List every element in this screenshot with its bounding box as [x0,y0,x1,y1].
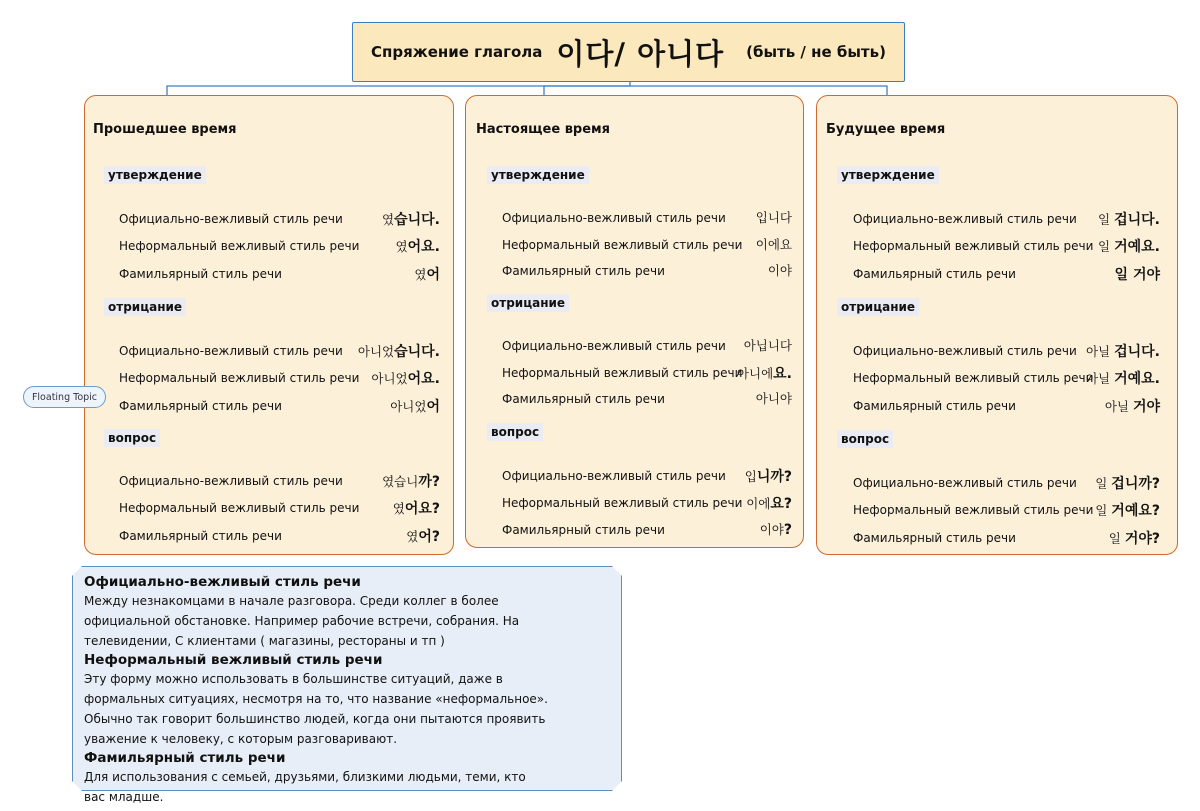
verb-ending: 어요. [407,371,440,387]
style-label: Официально-вежливый стиль речи [502,469,726,483]
category-0[interactable]: утверждение [104,166,206,184]
verb-stem: 아니에 [736,366,774,381]
verb-stem: 아닙니다 [743,338,792,353]
verb-form[interactable] [358,341,440,361]
note-heading: Фамильярный стиль речи [84,750,286,766]
verb-ending: 습니다. [394,344,440,360]
verb-form[interactable] [1086,368,1160,388]
tense-heading[interactable]: Настоящее время [476,122,611,137]
verb-stem: 아니야 [755,391,792,406]
note-line: Эту форму можно использовать в большинстве ситуаций, даже в [84,672,503,686]
style-label: Неформальный вежливый стиль речи [119,501,360,515]
verb-form[interactable] [382,471,440,491]
verb-stem: 였 [406,529,419,544]
verb-stem: 이에요 [755,237,792,252]
note-line: Обычно так говорит большинство людей, когда они пытаются проявить [84,712,546,726]
verb-form[interactable] [1109,528,1160,548]
verb-ending: 겁니다. [1114,212,1160,228]
verb-stem: 이에 [746,496,771,511]
note-line: официальной обстановке. Например рабочие встречи, собрания. На [84,614,520,628]
verb-stem: 입니다 [755,210,792,225]
category-0[interactable]: утверждение [837,166,939,184]
verb-form[interactable] [756,208,792,226]
style-label: Фамильярный стиль речи [853,267,1016,281]
verb-form[interactable] [406,526,440,546]
verb-stem: 이야 [759,522,784,537]
note-line: уважение к человеку, с которым разговаривают. [84,732,398,746]
verb-ending: 요? [770,496,792,512]
verb-stem: 일 [1108,531,1125,546]
verb-form[interactable] [390,396,440,416]
style-label: Неформальный вежливый стиль речи [119,371,360,385]
verb-ending: 어요? [404,501,440,517]
category-1[interactable]: отрицание [487,294,569,312]
verb-ending: 거야 [1132,399,1160,415]
style-label: Неформальный вежливый стиль речи [853,503,1094,517]
verb-form[interactable] [756,235,792,253]
verb-form[interactable] [1098,209,1160,229]
verb-stem: 일 [1098,239,1115,254]
verb-form[interactable] [414,264,440,284]
style-label: Фамильярный стиль речи [119,267,282,281]
verb-stem: 아닐 [1085,344,1115,359]
verb-stem: 아니었 [371,371,408,386]
verb-stem: 였 [395,239,408,254]
tense-heading[interactable]: Прошедшее время [93,122,237,137]
verb-ending: ? [783,522,792,538]
verb-form[interactable] [1098,236,1160,256]
verb-form[interactable] [382,209,440,229]
note-heading: Официально-вежливый стиль речи [84,574,361,590]
verb-ending: 어요. [407,239,440,255]
category-1[interactable]: отрицание [104,298,186,316]
tense-heading[interactable]: Будущее время [826,122,946,137]
verb-stem: 입 [744,469,757,484]
style-label: Официально-вежливый стиль речи [502,339,726,353]
verb-ending: 까? [418,474,440,490]
note-line: телевидении, С клиентами ( магазины, рестораны и тп ) [84,634,445,648]
verb-ending: 일 거야 [1114,267,1160,283]
verb-form[interactable] [744,336,792,354]
verb-form[interactable] [1086,341,1160,361]
note-line: Для использования с семьей, друзьями, близкими людьми, теми, кто [84,770,526,784]
category-2[interactable]: вопрос [487,423,543,441]
verb-form[interactable] [745,466,792,486]
verb-form[interactable] [768,261,792,279]
style-label: Официально-вежливый стиль речи [853,212,1077,226]
category-0[interactable]: утверждение [487,166,589,184]
category-1[interactable]: отрицание [837,298,919,316]
verb-form[interactable] [1105,396,1160,416]
notes-content [84,572,604,808]
verb-ending: 어 [426,399,440,415]
verb-ending: 거예요. [1114,371,1160,387]
verb-ending: 겁니까? [1111,476,1160,492]
style-label: Неформальный вежливый стиль речи [502,366,743,380]
title-prefix: Спряжение глагола [371,43,543,61]
verb-form[interactable] [1095,473,1160,493]
verb-stem: 일 [1095,476,1112,491]
style-label: Фамильярный стиль речи [853,531,1016,545]
verb-stem: 였 [382,212,395,227]
verb-stem: 아니었 [390,399,427,414]
verb-ending: 거야? [1124,531,1160,547]
style-label: Фамильярный стиль речи [119,399,282,413]
verb-ending: 거예요. [1114,239,1160,255]
note-heading: Неформальный вежливый стиль речи [84,652,383,668]
style-label: Фамильярный стиль речи [853,399,1016,413]
verb-ending: 어 [426,267,440,283]
verb-ending: 습니다. [394,212,440,228]
verb-stem: 일 [1098,212,1115,227]
floating-topic[interactable]: Floating Topic [23,386,106,408]
style-label: Официально-вежливый стиль речи [119,344,343,358]
verb-stem: 일 [1095,503,1112,518]
verb-stem: 아닐 [1104,399,1133,414]
verb-ending: 니까? [756,469,792,485]
style-label: Официально-вежливый стиль речи [119,212,343,226]
style-label: Официально-вежливый стиль речи [853,476,1077,490]
style-label: Неформальный вежливый стиль речи [502,496,743,510]
style-label: Официально-вежливый стиль речи [502,211,726,225]
style-label: Официально-вежливый стиль речи [853,344,1077,358]
verb-stem: 였 [392,501,405,516]
verb-form[interactable] [371,368,440,388]
style-label: Фамильярный стиль речи [119,529,282,543]
category-2[interactable]: вопрос [104,429,160,447]
verb-form[interactable] [746,493,792,513]
title-suffix: (быть / не быть) [746,43,886,61]
style-label: Фамильярный стиль речи [502,264,665,278]
style-label: Неформальный вежливый стиль речи [119,239,360,253]
style-label: Неформальный вежливый стиль речи [853,371,1094,385]
verb-form[interactable] [737,363,792,383]
style-label: Фамильярный стиль речи [502,523,665,537]
style-label: Официально-вежливый стиль речи [119,474,343,488]
verb-stem: 였습니 [382,474,419,489]
verb-ending: 겁니다. [1114,344,1160,360]
verb-stem: 였 [414,267,427,282]
verb-form[interactable] [1115,264,1160,284]
verb-ending: 어? [418,529,440,545]
verb-form[interactable] [393,498,440,518]
verb-ending: 거예요? [1111,503,1160,519]
verb-stem: 이야 [767,263,792,278]
verb-form[interactable] [1095,500,1160,520]
style-label: Неформальный вежливый стиль речи [853,239,1094,253]
verb-form[interactable] [756,389,792,407]
style-label: Неформальный вежливый стиль речи [502,238,743,252]
verb-stem: 아니었 [357,344,395,359]
style-label: Фамильярный стиль речи [502,392,665,406]
verb-stem: 아닐 [1085,371,1115,386]
note-line: Между незнакомцами в начале разговора. Среди коллег в более [84,594,499,608]
central-topic[interactable] [352,22,905,82]
note-line: формальных ситуациях, несмотря на то, что название «неформальное». [84,692,548,706]
note-line: вас младше. [84,790,164,804]
verb-form[interactable] [396,236,440,256]
title-korean: 이다/ 아니다 [556,36,725,71]
verb-ending: 요. [773,366,792,382]
verb-form[interactable] [760,520,792,538]
category-2[interactable]: вопрос [837,430,893,448]
